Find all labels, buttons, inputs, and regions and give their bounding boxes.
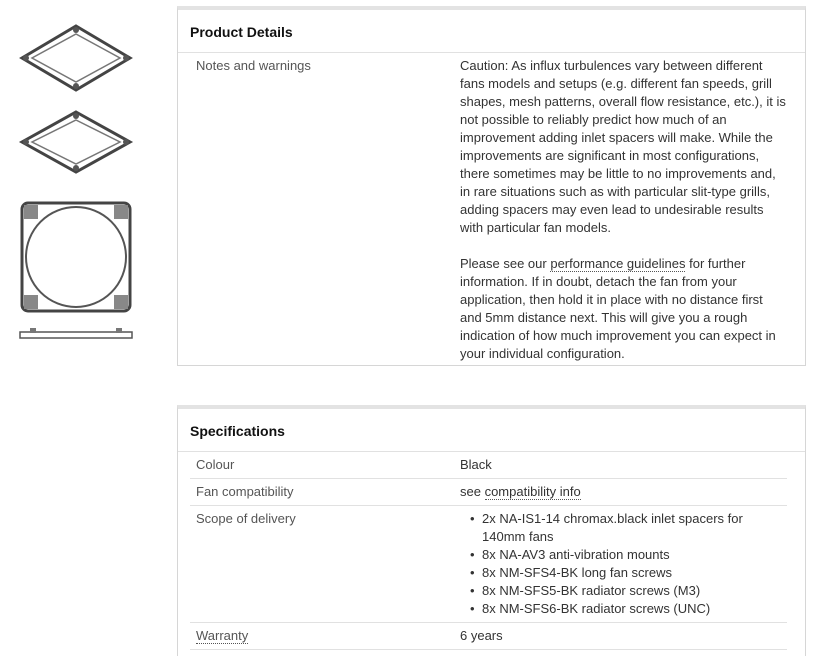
- fan-compatibility-row: [178, 479, 805, 505]
- notes-value: [460, 57, 788, 363]
- performance-guidelines-link[interactable]: performance guidelines: [550, 256, 686, 271]
- fan-compatibility-label: Fan compatibility: [196, 484, 294, 499]
- warranty-value: 6 years: [460, 628, 503, 643]
- compatibility-info-link[interactable]: compatibility info: [484, 484, 581, 499]
- warranty-label[interactable]: [196, 627, 248, 645]
- product-thumbnails: [0, 0, 160, 656]
- product-details-title: Product Details: [178, 10, 805, 53]
- product-details-panel: [177, 6, 806, 366]
- scope-item: • 2x NA-IS1-14 chromax.black inlet spacers for 140mm fans: [472, 510, 788, 546]
- specifications-title: Specifications: [178, 409, 805, 452]
- spacer-side-image: [18, 326, 134, 342]
- spacer-front-image: [18, 199, 134, 315]
- caution-text: Caution: As influx turbulences vary between different fans models and setups (e.g. different fan speeds, grill shapes, mesh patterns, overall flow resistance, etc.), it is not possible to reliably predict how much of an improvement adding inlet spacers will make. While the improvements are significant in most configurations, there sometimes may be little to no improvements and, in rare situations such as with particular slit-type grills, adding spacers may even lead to undesirable results with particular fan models.: [460, 58, 786, 235]
- notes-label: Notes and warnings: [196, 58, 311, 73]
- scope-item: • 8x NA-AV3 anti-vibration mounts: [472, 546, 788, 564]
- warranty-row: [178, 623, 805, 649]
- scope-item: • 8x NM-SFS6-BK radiator screws (UNC): [472, 600, 788, 618]
- guidelines-prefix: Please see our: [460, 256, 551, 271]
- scope-label: Scope of delivery: [196, 511, 296, 526]
- notes-row: [178, 53, 805, 361]
- guidelines-paragraph: [460, 255, 788, 363]
- colour-label: Colour: [196, 457, 235, 472]
- fan-compatibility-value: [460, 483, 788, 501]
- warranty-label-text[interactable]: Warranty: [196, 628, 249, 643]
- thumbnail-spacer-angled-2[interactable]: [18, 108, 134, 176]
- scope-item: • 8x NM-SFS4-BK long fan screws: [472, 564, 788, 582]
- thumbnail-spacer-angled-1[interactable]: [18, 22, 134, 94]
- spacer-angled-image: [18, 22, 134, 94]
- scope-row: [178, 506, 805, 622]
- thumbnail-spacer-front[interactable]: [18, 199, 134, 315]
- colour-row: [178, 452, 805, 478]
- scope-list: [460, 510, 788, 618]
- scope-item: • 8x NM-SFS5-BK radiator screws (M3): [472, 582, 788, 600]
- specifications-panel: [177, 405, 806, 656]
- scope-value: [460, 510, 788, 618]
- guidelines-suffix: for further information. If in doubt, detach the fan from your application, then hold it in place with no distance first and 5mm distance next. This will give you a rough indication of how much improvement you can expect in your individual configuration.: [460, 256, 776, 361]
- spacer-angled-image-alt: [18, 108, 134, 176]
- thumbnail-spacer-side[interactable]: [18, 326, 134, 342]
- fan-compat-prefix: see: [460, 484, 485, 499]
- colour-value: Black: [460, 457, 492, 472]
- row-divider: [190, 649, 787, 650]
